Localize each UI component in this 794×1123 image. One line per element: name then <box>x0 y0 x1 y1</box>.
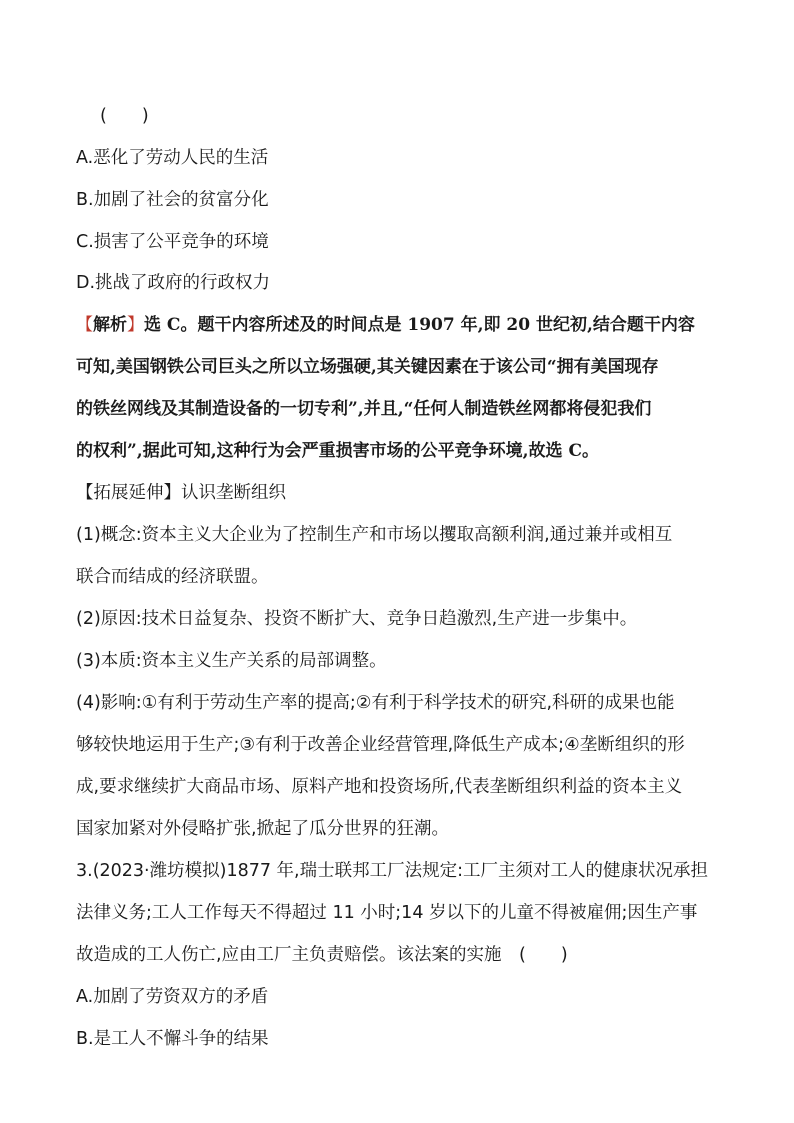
analysis-bracket-close: 】 <box>127 315 144 335</box>
analysis-line-1 <box>76 314 726 336</box>
prev-option-b: B.加剧了社会的贫富分化 <box>76 190 269 210</box>
prev-option-a: A.恶化了劳动人民的生活 <box>76 148 269 168</box>
prev-question-tail: ( ) <box>100 106 149 126</box>
extension-line: 国家加紧对外侵略扩张,掀起了瓜分世界的狂潮。 <box>76 819 450 839</box>
prev-option-c: C.损害了公平竞争的环境 <box>76 232 269 252</box>
extension-line: (1)概念:资本主义大企业为了控制生产和市场以攫取高额利润,通过兼并或相互 <box>76 525 673 545</box>
question3-option-b: B.是工人不懈斗争的结果 <box>76 1029 269 1049</box>
extension-line: 联合而结成的经济联盟。 <box>76 567 269 587</box>
analysis-text: 选 C。题干内容所述及的时间点是 1907 年,即 20 世纪初,结合题干内容 <box>144 315 695 335</box>
extension-line: (3)本质:资本主义生产关系的局部调整。 <box>76 651 387 671</box>
analysis-line-3: 的铁丝网线及其制造设备的一切专利”,并且,“任何人制造铁丝网都将侵犯我们 <box>76 399 652 419</box>
extension-title: 【拓展延伸】认识垄断组织 <box>76 483 286 503</box>
analysis-line-4: 的权利”,据此可知,这种行为会严重损害市场的公平竞争环境,故选 C。 <box>76 441 599 461</box>
analysis-bracket-open: 【 <box>76 315 93 335</box>
analysis-line-2: 可知,美国钢铁公司巨头之所以立场强硬,其关键因素在于该公司“拥有美国现存 <box>76 357 659 377</box>
extension-line: (4)影响:①有利于劳动生产率的提高;②有利于科学技术的研究,科研的成果也能 <box>76 693 675 713</box>
question3-line: 3.(2023·潍坊模拟)1877 年,瑞士联邦工厂法规定:工厂主须对工人的健康状况承担 <box>76 861 709 881</box>
extension-line: 成,要求继续扩大商品市场、原料产地和投资场所,代表垄断组织利益的资本主义 <box>76 777 683 797</box>
question3-line: 法律义务;工人工作每天不得超过 11 小时;14 岁以下的儿童不得被雇佣;因生产事 <box>76 903 698 923</box>
question3-line: 故造成的工人伤亡,应由工厂主负责赔偿。该法案的实施 ( ) <box>76 945 568 965</box>
extension-line: 够较快地运用于生产;③有利于改善企业经营管理,降低生产成本;④垄断组织的形 <box>76 735 685 755</box>
extension-line: (2)原因:技术日益复杂、投资不断扩大、竞争日趋激烈,生产进一步集中。 <box>76 609 638 629</box>
prev-option-d: D.挑战了政府的行政权力 <box>76 273 271 293</box>
question3-option-a: A.加剧了劳资双方的矛盾 <box>76 987 269 1007</box>
analysis-label: 解析 <box>93 315 127 335</box>
